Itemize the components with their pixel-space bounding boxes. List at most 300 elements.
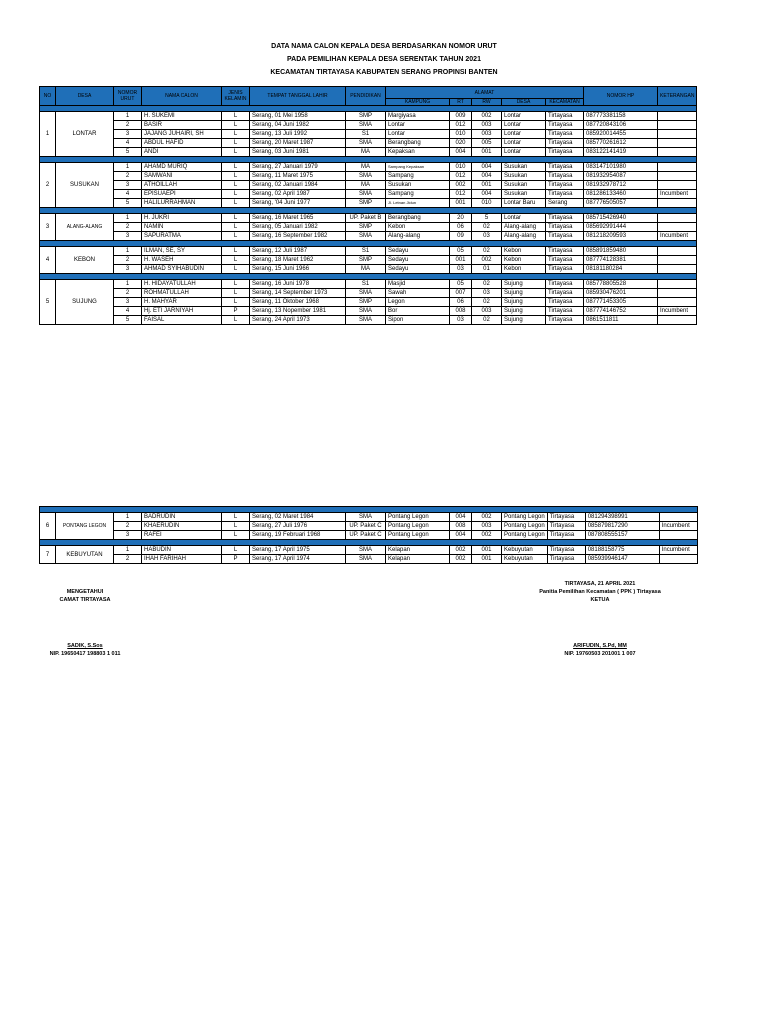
cell-desa: Sujung [502,307,546,316]
cell-nama-calon: BASIR [142,121,222,130]
cell-nomor-urut: 5 [114,199,142,208]
cell-nomor-hp: 083147101980 [584,163,658,172]
cell-rw: 001 [472,181,502,190]
cell-kecamatan: Tirtayasa [546,163,584,172]
header-row [40,87,697,99]
cell-nomor-urut: 2 [114,223,142,232]
table-row [40,121,697,130]
cell-keterangan [658,223,697,232]
cell-jenis-kelamin: P [222,307,250,316]
table-row [40,190,697,199]
cell-rw: 02 [472,247,502,256]
group-number: 7 [40,546,56,564]
cell-rt: 007 [450,289,472,298]
title-line-3: KECAMATAN TIRTAYASA KABUPATEN SERANG PROPINSI BANTEN [270,69,498,76]
cell-keterangan: Incumbent [659,546,697,555]
cell-nama-calon: ROHMATULLAH [142,289,222,298]
cell-kecamatan: Tirtayasa [546,214,584,223]
cell-nomor-urut: 1 [114,546,142,555]
cell-kecamatan: Tirtayasa [546,172,584,181]
cell-kampung: Sedayu [386,256,450,265]
cell-jenis-kelamin: L [222,247,250,256]
cell-pendidikan: SMA [346,232,386,241]
cell-nama-calon: HABUDIN [142,546,222,555]
cell-rt: 06 [450,223,472,232]
group-number: 1 [40,112,56,157]
cell-rw: 002 [472,531,502,540]
table-row [40,199,697,208]
right-name: ARIFUDIN, S.Pd, MM [573,643,627,649]
cell-nomor-hp: 087771453305 [584,298,658,307]
cell-keterangan [658,316,697,325]
cell-pendidikan: SMA [346,289,386,298]
cell-jenis-kelamin: L [222,172,250,181]
cell-jenis-kelamin: L [222,256,250,265]
cell-rw: 02 [472,223,502,232]
cell-rw: 02 [472,316,502,325]
cell-kecamatan: Tirtayasa [546,265,584,274]
cell-keterangan [658,199,697,208]
cell-desa: Kebon [502,265,546,274]
cell-ttl: Serang, 16 Juni 1978 [250,280,346,289]
cell-pendidikan: UP. Paket C [346,531,386,540]
cell-ttl: Serang, 05 Januari 1982 [250,223,346,232]
cell-desa: Pontang Legon [502,522,548,531]
cell-ttl: Serang, 02 April 1987 [250,190,346,199]
cell-pendidikan: MA [346,148,386,157]
cell-rt: 06 [450,298,472,307]
cell-nomor-urut: 1 [114,513,142,522]
cell-pendidikan: MA [346,181,386,190]
cell-jenis-kelamin: L [222,139,250,148]
cell-jenis-kelamin: L [222,190,250,199]
cell-jenis-kelamin: P [222,555,250,564]
cell-nomor-urut: 1 [114,280,142,289]
cell-nama-calon: BADRUDIN [142,513,222,522]
cell-ttl: Serang, 13 Juli 1992 [250,130,346,139]
cell-kecamatan: Tirtayasa [546,139,584,148]
group-number: 2 [40,163,56,208]
cell-nomor-urut: 2 [114,522,142,531]
cell-rw: 001 [472,546,502,555]
cell-ttl: Serang, 27 Juli 1976 [250,522,346,531]
cell-nama-calon: ABDUL HAFID [142,139,222,148]
cell-desa: Sujung [502,280,546,289]
table-row [40,298,697,307]
cell-rt: 001 [450,199,472,208]
cell-ttl: Serang, 01 Mei 1958 [250,112,346,121]
cell-jenis-kelamin: L [222,214,250,223]
cell-rt: 20 [450,214,472,223]
right-line-1: Panitia Pemilihan Kecamatan ( PPK ) Tirtayasa [539,589,661,595]
cell-keterangan [658,256,697,265]
cell-nomor-urut: 3 [114,181,142,190]
cell-nama-calon: H. HIDAYATULLAH [142,280,222,289]
cell-desa: Kebuyutan [502,555,548,564]
cell-nomor-urut: 3 [114,130,142,139]
cell-nomor-hp: 0861511811 [584,316,658,325]
cell-jenis-kelamin: L [222,121,250,130]
title-line-2: PADA PEMILIHAN KEPALA DESA SERENTAK TAHUN 2021 [287,56,481,63]
cell-rw: 002 [472,513,502,522]
cell-keterangan [658,181,697,190]
cell-kampung: Sampang [386,172,450,181]
header-nomor-urut: NOMOR URUT [114,87,142,106]
table-row [40,130,697,139]
cell-rt: 05 [450,280,472,289]
cell-rt: 001 [450,256,472,265]
cell-nomor-urut: 2 [114,256,142,265]
cell-rt: 09 [450,232,472,241]
cell-desa: Lontar [502,112,546,121]
cell-keterangan [658,172,697,181]
cell-jenis-kelamin: L [222,148,250,157]
cell-ttl: Serang, 14 September 1973 [250,289,346,298]
cell-keterangan [658,289,697,298]
cell-kecamatan: Tirtayasa [546,232,584,241]
table-row [40,247,697,256]
group-number: 6 [40,513,56,540]
cell-kampung: Pontang Legon [386,522,450,531]
cell-pendidikan: SMA [346,316,386,325]
header-alamat: ALAMAT [386,87,584,99]
cell-ttl: Serang, 20 Maret 1987 [250,139,346,148]
table-row [40,289,697,298]
cell-pendidikan: SMA [346,121,386,130]
cell-nomor-hp: 085692991444 [584,223,658,232]
table-row [40,522,698,531]
cell-ttl: Serang, 02 Maret 1984 [250,513,346,522]
cell-kampung: Sedayu [386,265,450,274]
cell-desa: Kebon [502,256,546,265]
cell-nama-calon: H. MAHYAR [142,298,222,307]
cell-kampung: Legon [386,298,450,307]
header-desa: DESA [56,87,114,106]
table-row [40,139,697,148]
cell-pendidikan: SMP [346,223,386,232]
cell-nomor-hp: 081932978712 [584,181,658,190]
cell-ttl: Serang, 27 Januari 1979 [250,163,346,172]
cell-nomor-hp: 08181180284 [584,265,658,274]
cell-rt: 012 [450,172,472,181]
header-rt: RT [450,99,472,106]
cell-kampung: Sampang Kepaksan [386,163,450,172]
cell-ttl: Serang, 11 Maret 1975 [250,172,346,181]
cell-nama-calon: HALILURRAHMAN [142,199,222,208]
cell-desa: Susukan [502,172,546,181]
table-row [40,172,697,181]
group-desa: SUSUKAN [56,163,114,208]
cell-ttl: Serang, 12 Juli 1987 [250,247,346,256]
cell-pendidikan: MA [346,163,386,172]
cell-nama-calon: SAMWANI [142,172,222,181]
cell-desa: Sujung [502,298,546,307]
cell-nomor-hp: 085778805528 [584,280,658,289]
cell-kecamatan: Tirtayasa [546,130,584,139]
table-row [40,546,698,555]
cell-kecamatan: Tirtayasa [546,316,584,325]
cell-jenis-kelamin: L [222,181,250,190]
cell-kampung: Alang-alang [386,232,450,241]
cell-nomor-urut: 1 [114,214,142,223]
cell-kecamatan: Tirtayasa [546,307,584,316]
cell-kecamatan: Tirtayasa [546,190,584,199]
cell-rt: 012 [450,190,472,199]
cell-nama-calon: KHAERUDIN [142,522,222,531]
cell-keterangan [658,148,697,157]
cell-rt: 008 [450,307,472,316]
cell-ttl: Serang, 11 Oktober 1968 [250,298,346,307]
cell-nama-calon: H. SUKEMI [142,112,222,121]
cell-ttl: Serang, 18 Maret 1962 [250,256,346,265]
cell-kampung: Masjid [386,280,450,289]
cell-kampung: Sipon [386,316,450,325]
signature-right [500,580,700,658]
cell-nama-calon: H. JUKRI [142,214,222,223]
cell-nama-calon: Hj. ETI JARNIYAH [142,307,222,316]
cell-kampung: Bor [386,307,450,316]
group-desa: KEBUYUTAN [56,546,114,564]
cell-jenis-kelamin: L [222,316,250,325]
table-row [40,531,698,540]
cell-keterangan [658,280,697,289]
cell-rt: 05 [450,247,472,256]
cell-kampung: Lontar [386,130,450,139]
table-row [40,223,697,232]
cell-jenis-kelamin: L [222,223,250,232]
cell-jenis-kelamin: L [222,199,250,208]
cell-jenis-kelamin: L [222,112,250,121]
cell-nomor-urut: 4 [114,307,142,316]
header-desa-alamat: DESA [502,99,546,106]
cell-pendidikan: S1 [346,247,386,256]
cell-rw: 004 [472,190,502,199]
cell-pendidikan: SMP [346,199,386,208]
cell-nomor-urut: 3 [114,298,142,307]
cell-desa: Lontar Baru [502,199,546,208]
cell-ttl: Serang, 15 Juni 1966 [250,265,346,274]
cell-rw: 010 [472,199,502,208]
cell-nomor-hp: 087773381158 [584,112,658,121]
cell-kampung: Kepaksan [386,148,450,157]
table-row [40,316,697,325]
cell-nomor-hp: 08188158775 [585,546,659,555]
cell-nomor-urut: 4 [114,190,142,199]
cell-kampung: Kelapan [386,555,450,564]
cell-nomor-hp: 085770261612 [584,139,658,148]
cell-kecamatan: Tirtayasa [546,121,584,130]
cell-nomor-hp: 087774128381 [584,256,658,265]
cell-kecamatan: Tirtayasa [546,112,584,121]
cell-nomor-urut: 3 [114,265,142,274]
cell-ttl: Serang, 03 Juni 1981 [250,148,346,157]
document-title [0,40,768,79]
table-row [40,163,697,172]
cell-ttl: Serang, 02 Januari 1984 [250,181,346,190]
cell-ttl: Serang, 16 September 1982 [250,232,346,241]
table-row [40,112,697,121]
cell-jenis-kelamin: L [222,522,250,531]
cell-pendidikan: SMA [346,555,386,564]
cell-kampung: Kelapan [386,546,450,555]
right-date: TIRTAYASA, 21 APRIL 2021 [564,581,636,587]
cell-nomor-urut: 1 [114,163,142,172]
group-desa: ALANG-ALANG [56,214,114,241]
right-nip: NIP. 19760503 201001 1 007 [564,651,636,657]
cell-ttl: Serang, 17 April 1974 [250,555,346,564]
cell-kampung: Pontang Legon [386,531,450,540]
cell-nomor-hp: 081932954087 [584,172,658,181]
group-number: 5 [40,280,56,325]
cell-nama-calon: ATHOILLAH [142,181,222,190]
cell-desa: Pontang Legon [502,513,548,522]
cell-rt: 03 [450,265,472,274]
cell-rw: 02 [472,280,502,289]
cell-desa: Susukan [502,163,546,172]
left-line-2: CAMAT TIRTAYASA [59,597,111,603]
cell-keterangan [659,555,697,564]
group-number: 3 [40,214,56,241]
cell-kecamatan: Tirtayasa [546,289,584,298]
cell-kampung: Sampang [386,190,450,199]
cell-desa: Sujung [502,316,546,325]
cell-desa: Kebon [502,247,546,256]
cell-rt: 002 [450,546,472,555]
cell-nama-calon: ILMAN, SE, SY [142,247,222,256]
cell-nama-calon: H. WASEH [142,256,222,265]
cell-rt: 010 [450,130,472,139]
cell-nomor-urut: 5 [114,316,142,325]
cell-rw: 002 [472,256,502,265]
cell-nama-calon: AHAMD MURIQ [142,163,222,172]
cell-rw: 5 [472,214,502,223]
cell-nomor-urut: 2 [114,121,142,130]
cell-nomor-hp: 081294398991 [585,513,659,522]
signature-left [20,588,150,658]
cell-kecamatan: Tirtayasa [547,522,585,531]
cell-nomor-hp: 087808555157 [585,531,659,540]
cell-nomor-hp: 087776505057 [584,199,658,208]
cell-keterangan [658,163,697,172]
cell-desa: Lontar [502,121,546,130]
left-line-1: MENGETAHUI [66,589,104,595]
cell-keterangan [659,531,697,540]
cell-pendidikan: S1 [346,280,386,289]
cell-kecamatan: Tirtayasa [546,298,584,307]
cell-kecamatan: Tirtayasa [547,555,585,564]
cell-pendidikan: SMA [346,172,386,181]
cell-kampung: Berangbang [386,139,450,148]
cell-rt: 004 [450,513,472,522]
cell-rt: 020 [450,139,472,148]
cell-desa: Alang-alang [502,223,546,232]
cell-kecamatan: Tirtayasa [546,247,584,256]
cell-jenis-kelamin: L [222,298,250,307]
cell-nomor-hp: 085879817290 [585,522,659,531]
cell-jenis-kelamin: L [222,232,250,241]
header-no: NO [40,87,56,106]
cell-nomor-hp: 087774146752 [584,307,658,316]
cell-nomor-urut: 1 [114,112,142,121]
cell-nomor-hp: 085891859480 [584,247,658,256]
table-row [40,513,698,522]
table-row [40,307,697,316]
cell-rt: 009 [450,112,472,121]
cell-rt: 008 [450,522,472,531]
cell-rw: 01 [472,265,502,274]
cell-nomor-urut: 4 [114,139,142,148]
cell-nama-calon: RAFEI [142,531,222,540]
cell-kecamatan: Tirtayasa [547,513,585,522]
table-row [40,280,697,289]
cell-jenis-kelamin: L [222,531,250,540]
cell-desa: Alang-alang [502,232,546,241]
cell-jenis-kelamin: L [222,265,250,274]
left-nip: NIP. 19650417 198803 1 011 [49,651,121,657]
cell-rw: 003 [472,522,502,531]
header-ttl: TEMPAT TANGGAL LAHIR [250,87,346,106]
cell-kampung: Kebon [386,223,450,232]
cell-kampung: Jl. Letnan Jidun [386,199,450,208]
cell-nama-calon: FAISAL [142,316,222,325]
cell-nomor-urut: 3 [114,232,142,241]
cell-kampung: Berangbang [386,214,450,223]
cell-kecamatan: Tirtayasa [546,280,584,289]
table-row [40,148,697,157]
cell-keterangan [658,139,697,148]
cell-pendidikan: UP. Paket B [346,214,386,223]
cell-desa: Susukan [502,181,546,190]
cell-keterangan: Incumbent [659,522,697,531]
table-row [40,181,697,190]
cell-nomor-hp: 085715426940 [584,214,658,223]
cell-pendidikan: SMA [346,546,386,555]
cell-nomor-hp: 085939946147 [585,555,659,564]
cell-desa: Lontar [502,130,546,139]
cell-keterangan [658,121,697,130]
right-line-2: KETUA [590,597,610,603]
cell-jenis-kelamin: L [222,513,250,522]
cell-nama-calon: JAJANG JUHAIRI, SH [142,130,222,139]
cell-nomor-urut: 2 [114,172,142,181]
cell-nomor-urut: 1 [114,247,142,256]
header-kampung: KAMPUNG [386,99,450,106]
cell-pendidikan: SMA [346,307,386,316]
cell-rw: 001 [472,555,502,564]
cell-kampung: Susukan [386,181,450,190]
table-row [40,214,697,223]
cell-rw: 004 [472,163,502,172]
group-desa: KEBON [56,247,114,274]
cell-ttl: Serang, 24 April 1973 [250,316,346,325]
cell-nama-calon: AHMAD SYIHABUDIN [142,265,222,274]
cell-kecamatan: Tirtayasa [546,256,584,265]
cell-kecamatan: Tirtayasa [547,531,585,540]
cell-nama-calon: ANDI [142,148,222,157]
cell-pendidikan: MA [346,265,386,274]
candidate-table [39,86,697,325]
cell-kecamatan: Tirtayasa [546,181,584,190]
cell-jenis-kelamin: L [222,130,250,139]
cell-jenis-kelamin: L [222,289,250,298]
table-row [40,555,698,564]
cell-ttl: Serang, '04 Juni 1977 [250,199,346,208]
cell-nomor-urut: 2 [114,289,142,298]
cell-rt: 010 [450,163,472,172]
cell-nomor-hp: 081218209593 [584,232,658,241]
cell-nomor-hp: 083122141419 [584,148,658,157]
cell-jenis-kelamin: L [222,280,250,289]
